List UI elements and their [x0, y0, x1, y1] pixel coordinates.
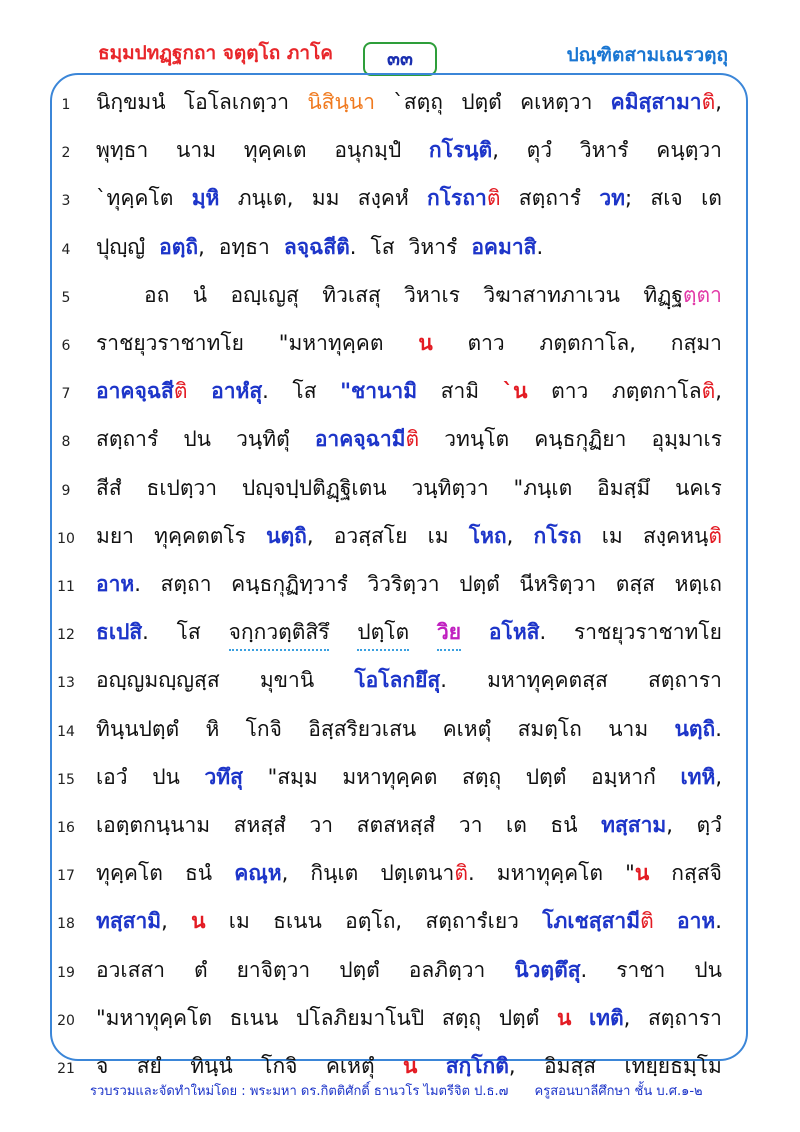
word: ทินฺนปตฺตํ [96, 716, 180, 741]
word: ปน [152, 764, 180, 789]
line-text [96, 1050, 722, 1083]
line-number: 19 [57, 964, 75, 981]
line-number: 20 [57, 1012, 75, 1029]
line-number: 14 [57, 723, 75, 740]
text-line [0, 803, 800, 851]
line-number: 1 [61, 97, 71, 113]
word: กินฺเต [310, 861, 359, 886]
word: ทุคฺคโต [96, 861, 163, 886]
line-text [96, 809, 722, 842]
word: ธนํ [550, 813, 578, 837]
word: คนฺธกุฏิยา [534, 427, 627, 452]
footer-role: ครูสอนบาลีศึกษา ชั้น บ.ศ.๑-๒ [534, 1084, 703, 1099]
word: อวเสสา [96, 957, 166, 982]
word: โภเชสฺสามีติ [542, 909, 654, 934]
word: คมิสฺสามาติ, [610, 90, 722, 114]
line-text [96, 86, 722, 119]
word: หตฺเถ [674, 572, 722, 596]
word: อาหํสุ. [211, 379, 269, 404]
line-text [96, 182, 722, 215]
line-number: 2 [61, 145, 71, 162]
line-number: 10 [57, 530, 75, 547]
word: สงฺคหนฺติ [642, 523, 722, 548]
word: มม [311, 186, 340, 211]
text-line [0, 658, 800, 706]
word: ปญฺจปฺปติฏฺฐิเตน [241, 475, 387, 500]
line-text [96, 954, 722, 987]
text-line [0, 176, 800, 224]
word: ตสฺส [615, 572, 655, 596]
line-text [96, 279, 722, 312]
word: ทสฺสามิ, [96, 909, 168, 934]
word: น [402, 1054, 418, 1078]
word: ภตฺตกาโล, [539, 331, 636, 355]
text-line [0, 417, 800, 465]
word: สตฺถารํเยว [425, 909, 519, 934]
word: ภตฺตกาโลติ, [611, 379, 722, 404]
word: นิสินฺนา [307, 90, 375, 114]
word: น [418, 331, 433, 355]
line-number: 17 [57, 868, 75, 885]
word: ทุคฺคตตโร [154, 523, 246, 548]
word: "ภนฺเต [513, 475, 573, 500]
line-number: 11 [57, 579, 75, 595]
word: มหาทุคฺคต [342, 764, 438, 789]
word: สตฺถารา [647, 1005, 722, 1030]
word: วา [458, 813, 483, 837]
word: ปน [694, 957, 722, 982]
word: นิวตฺตึสุ. [514, 957, 588, 982]
page-number: ๓๓ [363, 42, 437, 76]
word: วา [309, 813, 334, 837]
word: อคมาสิ. [471, 234, 544, 259]
word: ทุคฺคเต [243, 138, 307, 163]
word: น [556, 1005, 572, 1030]
line-text [96, 568, 722, 601]
word: อลภิตฺวา [408, 957, 486, 982]
word: เม [601, 523, 623, 548]
word: สตฺถุ [441, 1005, 482, 1030]
line-text [96, 713, 722, 746]
word: `สตฺถุ [393, 90, 443, 114]
word: โส [370, 234, 395, 259]
word: สหสฺสํ [233, 813, 286, 837]
line-text [96, 664, 722, 697]
word: มุขานิ [259, 668, 315, 693]
word: ยาจิตฺวา [236, 957, 311, 982]
word: ธเนน [273, 909, 322, 934]
footer [90, 1080, 725, 1101]
word: วิหารํ [579, 138, 629, 163]
word: ปตฺตํ [339, 957, 380, 982]
word: น [191, 909, 206, 934]
text-line [0, 466, 800, 514]
word: นตฺถิ, [266, 523, 314, 548]
text-line [0, 899, 800, 947]
word: สตฺถุ [462, 764, 502, 789]
word: วทนฺโต [444, 427, 510, 452]
word: หิ [205, 716, 220, 741]
word: อตฺโถ, [345, 909, 403, 934]
line-text [96, 134, 722, 167]
line-number: 3 [61, 193, 71, 210]
word: กสฺสจิ [671, 861, 722, 886]
word: นํ [192, 282, 208, 307]
word: ปตฺเตนาติ. [380, 861, 475, 886]
word: "สมฺม [267, 764, 318, 789]
word: มหาทุคฺคโต [496, 861, 604, 886]
word: อิมสฺส [543, 1054, 597, 1078]
line-number: 8 [61, 434, 71, 451]
line-text [96, 520, 722, 553]
word: มหาทุคฺคตสฺส [487, 668, 608, 693]
line-number: 15 [57, 771, 75, 788]
book-title: ธมฺมปทฏฺฐกถา จตุตฺโถ ภาโค [98, 42, 334, 64]
text-line [0, 225, 800, 273]
word: กโรถาติ [427, 186, 501, 211]
line-text [96, 857, 722, 890]
word: วิหาเร [404, 282, 460, 307]
line-number: 5 [61, 289, 71, 306]
word: ลจฺฉสีติ. [283, 234, 357, 259]
word: โกจิ [245, 716, 282, 741]
word: สตฺถารํ [518, 186, 582, 211]
footer-compiler: รวบรวมและจัดทำใหม่โดย : พระมหา ดร.กิตติศักดิ์ ธานวโร ไมตรีจิต ป.ธ.๗ [90, 1084, 509, 1099]
word: `ทุคฺคโต [96, 186, 174, 211]
text-line [0, 514, 800, 562]
word: นิกฺขมนํ [96, 90, 166, 114]
word: เม [427, 523, 449, 548]
word: คณฺห, [234, 861, 289, 886]
word: เม [228, 909, 250, 934]
word: โอโลเกตฺวา [183, 90, 290, 114]
line-text [96, 231, 722, 264]
text-line [0, 562, 800, 610]
word: วนฺทิตฺวา [411, 475, 489, 500]
word: สตสหสฺสํ [356, 813, 436, 837]
word: เต [506, 813, 527, 837]
word: อิมสฺมึ [597, 475, 651, 500]
line-number: 16 [57, 820, 75, 836]
text-line [0, 948, 800, 996]
word: วนฺทิตุํ [236, 427, 290, 452]
word: โหถ, [468, 523, 514, 548]
word: ปตฺตํ [461, 90, 502, 114]
word: นีหริตฺวา [519, 572, 597, 596]
word: อถ [144, 282, 170, 307]
word: "มหาทุคฺคโต [96, 1005, 212, 1030]
word: คเหตฺวา [520, 90, 593, 114]
word: "มหาทุคฺคต [278, 331, 384, 355]
line-text [96, 905, 722, 938]
word: สกฺโกติ, [445, 1054, 516, 1078]
word: ธเนน [229, 1005, 279, 1030]
line-number: 7 [61, 386, 71, 403]
line-number: 12 [57, 627, 75, 644]
word: อิสฺสริยวเสน [308, 716, 417, 741]
word: อมฺหากํ [591, 764, 656, 789]
line-text [96, 761, 722, 794]
word: อาคจฺฉามีติ [314, 427, 420, 452]
word: ธเปสิ. [96, 620, 149, 645]
word: คเหตุํ [442, 716, 492, 741]
word: คนฺตฺวา [656, 138, 722, 163]
word: ปตฺตํ [459, 572, 500, 596]
word: ทิวเสสุ [322, 282, 381, 307]
line-text [96, 375, 722, 408]
word: วิฆาสาทภาเวน [483, 282, 620, 307]
word: สเจ [650, 186, 683, 211]
word: อนุกมฺปํ [334, 138, 402, 163]
line-number: 6 [61, 338, 71, 354]
word: ทสฺสาม, [601, 813, 673, 837]
word: สยํ [136, 1054, 162, 1078]
word: อุมฺมาเร [651, 427, 722, 452]
word: อวสฺสโย [333, 523, 408, 548]
word: สตฺถา [160, 572, 212, 596]
word: ปน [183, 427, 212, 452]
word: ตุวํ [526, 138, 553, 163]
text-line [0, 851, 800, 899]
word: อญฺญมญฺญสฺส [96, 668, 220, 693]
word: ธเปตฺวา [146, 475, 218, 500]
word: ปตฺโต [357, 616, 409, 651]
text-line [0, 80, 800, 128]
word: นคเร [675, 475, 722, 500]
text-line [0, 610, 800, 658]
word: มยา [96, 523, 134, 548]
word: ทิฏฺฐตฺตา [643, 282, 722, 307]
word: ปโลภิยมาโนปิ [296, 1005, 425, 1030]
line-number: 13 [57, 675, 75, 692]
word: เทยฺยธมฺโม [624, 1054, 722, 1078]
word: วทึสุ [204, 764, 243, 789]
text-line [0, 996, 800, 1044]
text-line [0, 755, 800, 803]
word: ทินฺนํ [190, 1054, 233, 1078]
line-number: 21 [57, 1061, 75, 1077]
text-line [0, 273, 800, 321]
word: อตฺถิ, [159, 234, 205, 259]
word: ตํ [193, 957, 208, 982]
word: จกฺกวตฺติสิรึ [229, 616, 330, 651]
word: นาม [176, 138, 217, 163]
word: โส [176, 620, 201, 645]
word: สตฺถารา [647, 668, 722, 693]
word: นาม [608, 716, 649, 741]
word: คนฺธกุฏิทฺวารํ [231, 572, 348, 596]
text-line [0, 321, 800, 369]
word: กสฺมา [670, 331, 722, 355]
word: วิวริตฺวา [367, 572, 440, 596]
word: `น [502, 379, 528, 404]
word: กโรถ [533, 523, 582, 548]
line-text [96, 616, 722, 651]
word: เทติ, [588, 1005, 631, 1030]
text-line [0, 128, 800, 176]
word: ธนํ [184, 861, 213, 886]
line-text [96, 423, 722, 456]
word: โอโลกยึสุ. [354, 668, 447, 693]
word: สงฺคหํ [357, 186, 409, 211]
line-text [96, 1002, 722, 1035]
word: อาคจฺฉสีติ [96, 379, 188, 404]
word: โกจิ [261, 1054, 298, 1078]
word: จ [96, 1054, 109, 1078]
word: เทหิ, [680, 764, 722, 789]
word: อทฺธา [218, 234, 270, 259]
text-line [0, 369, 800, 417]
word: ราชา [616, 957, 666, 982]
word: สามิ [440, 379, 480, 404]
word: ภนฺเต, [237, 186, 294, 211]
word: ตาว [551, 379, 589, 404]
word: ราชยุวราชาทโย [96, 331, 244, 355]
line-number: 9 [61, 482, 71, 499]
line-number: 4 [61, 241, 71, 258]
word: เต [701, 186, 722, 211]
word: สมตฺโถ [517, 716, 582, 741]
word: วท; [599, 186, 633, 211]
word: อโหสิ. [488, 620, 547, 645]
word: ราชยุวราชาทโย [573, 620, 722, 645]
word: สีสํ [96, 475, 122, 500]
word: เอตฺตกนฺนาม [96, 813, 211, 837]
line-text [96, 472, 722, 505]
word: อาห. [96, 572, 141, 596]
line-text [96, 327, 722, 360]
word: "ชานามิ [340, 379, 418, 404]
word: นตฺถิ. [674, 716, 722, 741]
word: "น [625, 861, 650, 886]
text-line [0, 707, 800, 755]
story-title: ปณฺฑิตสามเณรวตฺถุ [566, 44, 728, 66]
word: พุทฺธา [96, 138, 149, 163]
word: ตฺวํ [696, 813, 722, 837]
word: เอวํ [96, 764, 128, 789]
word: ปตฺตํ [498, 1005, 540, 1030]
word: โส [292, 379, 317, 404]
word: ปุญฺญํ [96, 234, 146, 259]
word: วิหารํ [408, 234, 458, 259]
word: มฺหิ [191, 186, 220, 211]
line-number: 18 [57, 916, 75, 933]
word: สตฺถารํ [96, 427, 159, 452]
word: ตาว [467, 331, 505, 355]
word: กโรนฺติ, [428, 138, 499, 163]
word: วิย [437, 616, 461, 651]
word: อญฺเญสุ [230, 282, 299, 307]
word: คเหตุํ [325, 1054, 375, 1078]
word: ปตฺตํ [525, 764, 567, 789]
word: อาห. [677, 909, 722, 934]
